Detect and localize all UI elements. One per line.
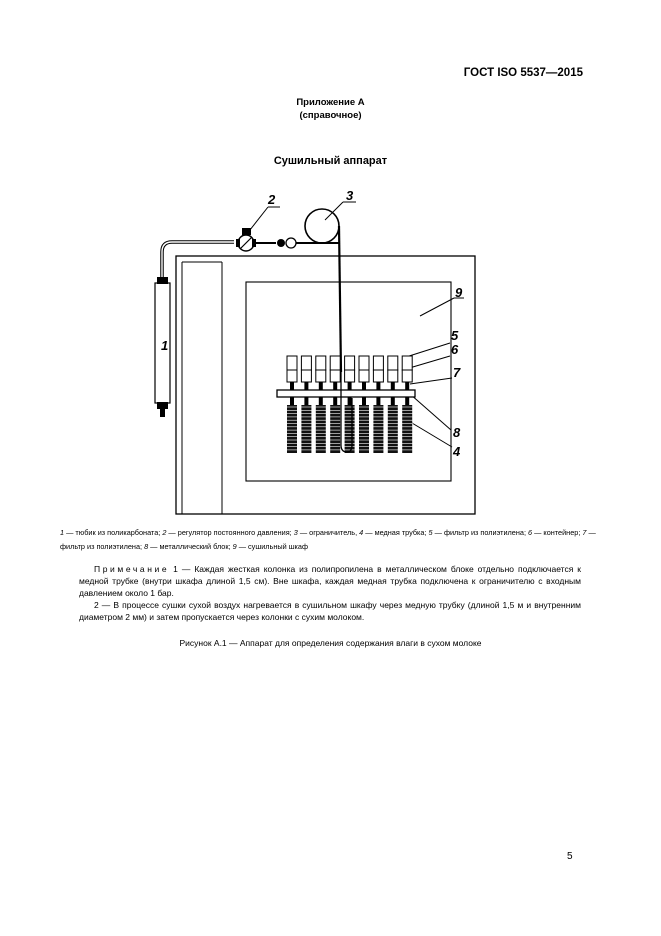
drying-column [401, 356, 413, 453]
legend-text: — контейнер; [532, 528, 583, 537]
legend-number: 4 [359, 528, 364, 537]
note-text-1: 1 — Каждая жесткая колонка из полипропилена в металлическом блоке отдельно подключается к медной трубке (внутри шкафа длиной 1,5 см). Вне шкафа, каждая медная трубка подключена к ограничителю с входным давлением около 1 бар. [79, 564, 581, 598]
legend-number: 3 [293, 528, 298, 537]
label-3: 3 [346, 188, 354, 203]
drying-column [372, 356, 384, 453]
legend-number: 8 [144, 541, 149, 551]
figure-legend [60, 526, 605, 553]
note-paragraph-2: 2 — В процессе сушки сухой воздух нагревается в сушильном шкафу через медную трубку (длиной 1,5 м и внутренним диаметром 2 мм) и затем пропускается через колонки с сухим молоком. [79, 600, 581, 622]
standard-number: ГОСТ ISO 5537—2015 [463, 67, 583, 79]
legend-text: — фильтр из полиэтилена; [60, 528, 596, 551]
label-6: 6 [451, 342, 459, 357]
restrictor [305, 209, 339, 243]
copper-pipe [339, 226, 341, 372]
label-8: 8 [453, 425, 461, 440]
drying-column [387, 356, 399, 453]
drying-column [358, 356, 370, 453]
legend-text: — ограничитель, [297, 528, 360, 537]
metal-block [277, 390, 415, 397]
label-4: 4 [453, 444, 461, 459]
appendix-title: Приложение А [296, 97, 365, 108]
legend-text: — фильтр из полиэтилена; [432, 528, 529, 537]
label-2: 2 [268, 192, 276, 207]
legend-text: — регулятор постоянного давления; [166, 528, 294, 537]
legend-text: — медная трубка; [363, 528, 429, 537]
drying-column [315, 356, 327, 453]
drying-column [286, 356, 298, 453]
legend-text: — металлический блок; [148, 541, 233, 551]
drying-column [300, 356, 312, 453]
legend-number: 1 [60, 528, 65, 537]
label-5: 5 [451, 328, 459, 343]
appendix-heading [0, 96, 661, 122]
label-7: 7 [453, 365, 461, 380]
legend-text: — тюбик из поликарбоната; [64, 528, 163, 537]
page-number: 5 [567, 851, 573, 862]
appendix-type: (справочное) [299, 110, 362, 121]
legend-number: 5 [428, 528, 433, 537]
legend-number: 2 [162, 528, 167, 537]
label-1: 1 [161, 338, 169, 353]
label-9: 9 [455, 285, 463, 300]
legend-number: 6 [528, 528, 533, 537]
figure-caption: Рисунок А.1 — Аппарат для определения содержания влаги в сухом молоке [179, 638, 482, 648]
drying-column [344, 356, 356, 453]
legend-text: — сушильный шкаф [236, 541, 308, 551]
columns-group [286, 356, 413, 453]
section-title: Сушильный аппарат [273, 155, 388, 167]
legend-number: 9 [232, 541, 237, 551]
legend-number: 7 [582, 528, 587, 537]
note-block [79, 563, 581, 623]
note-paragraph-1 [79, 563, 581, 599]
drying-column [329, 356, 341, 453]
cabinet-outer [176, 256, 475, 514]
note-label: Примечание [94, 564, 170, 574]
drying-apparatus-figure [0, 180, 661, 520]
